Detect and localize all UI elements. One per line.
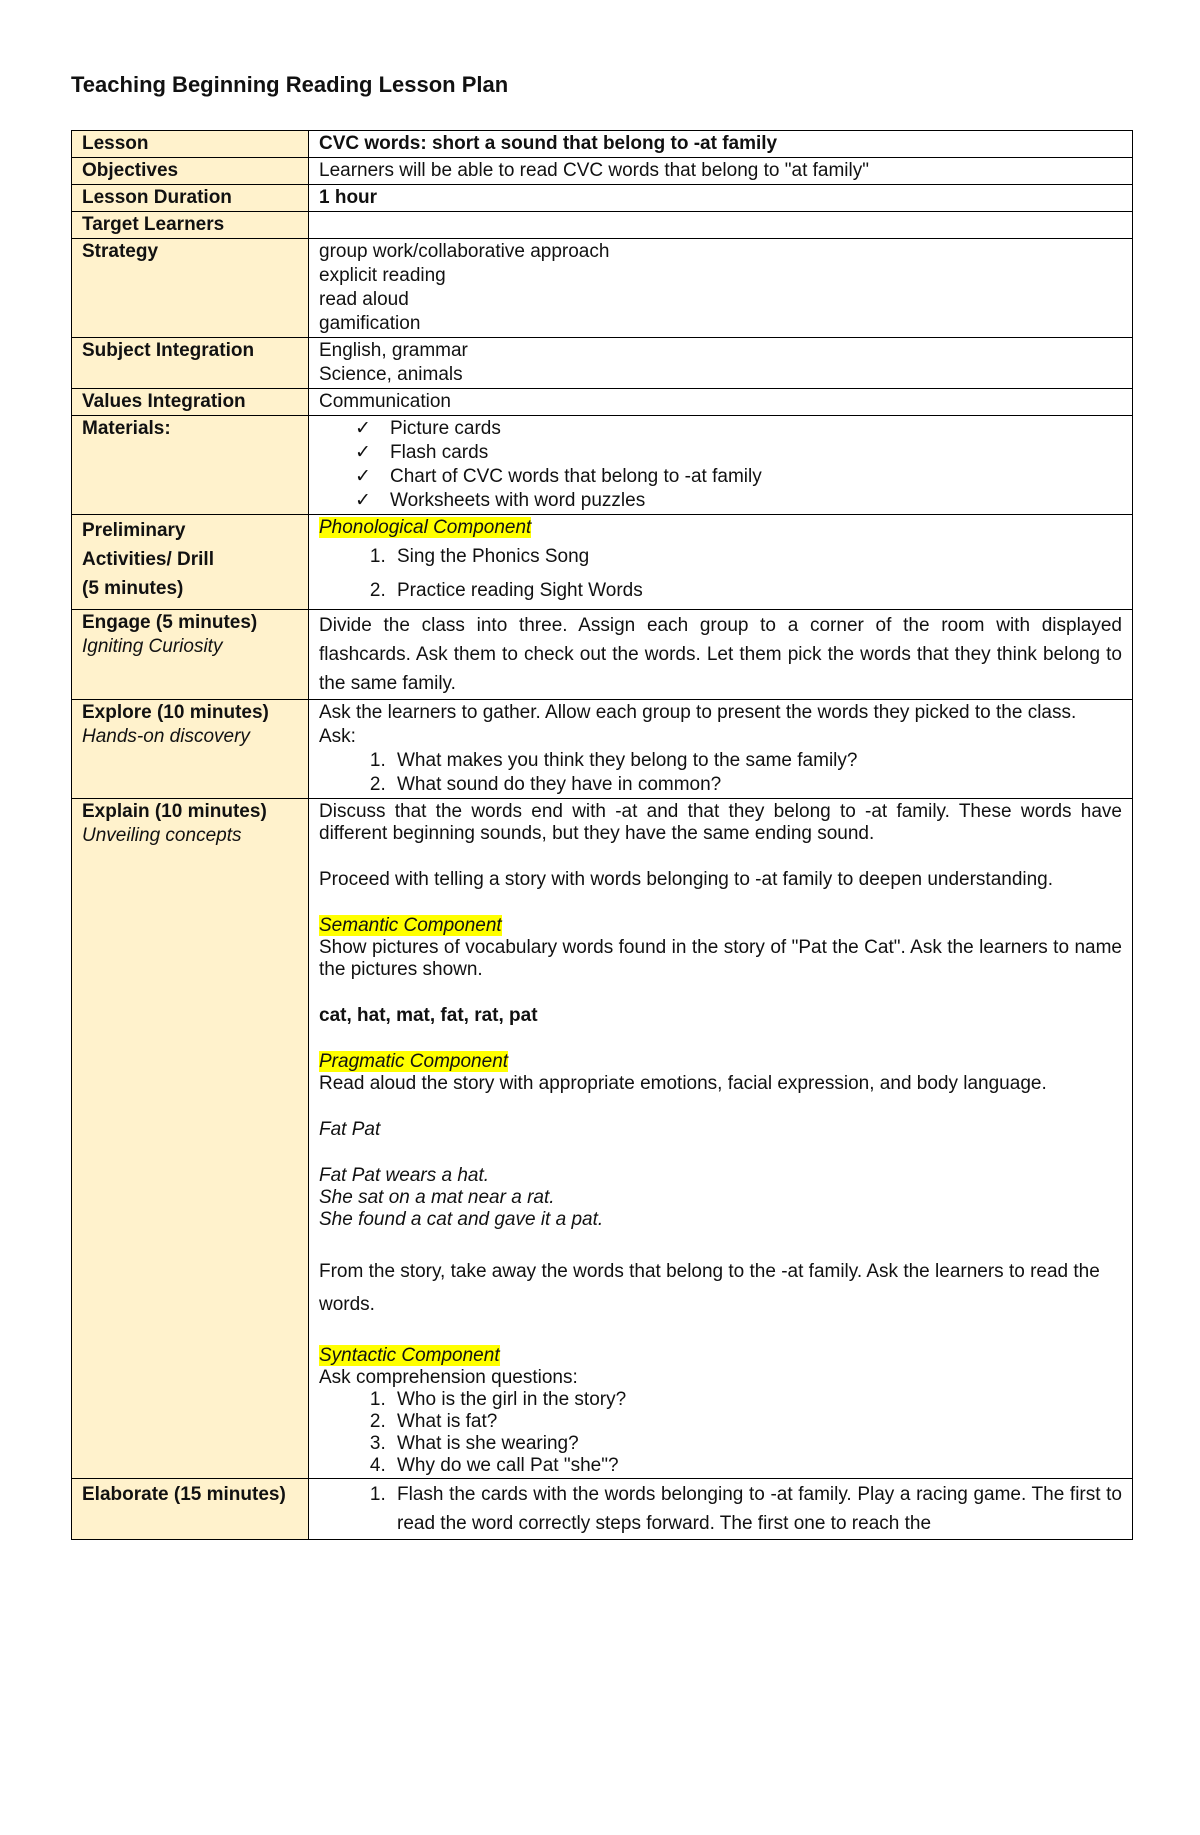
row-elaborate	[72, 1479, 1133, 1540]
list-item	[355, 441, 1122, 465]
subject-item: Science, animals	[319, 364, 463, 385]
row-explain	[72, 799, 1133, 1479]
questions-list	[319, 1389, 1122, 1477]
materials-item-label: Flash cards	[390, 442, 489, 463]
explain-paragraph: From the story, take away the words that belong to the -at family. Ask the learners to read the words.	[319, 1261, 1100, 1315]
subject-integration-label: Subject Integration	[72, 338, 309, 389]
phonological-component-label: Phonological Component	[319, 517, 532, 538]
explain-paragraph: Proceed with telling a story with words belonging to -at family to deepen understanding.	[319, 869, 1054, 890]
elaborate-label: Elaborate (15 minutes)	[72, 1479, 309, 1540]
pragmatic-component-label: Pragmatic Component	[319, 1051, 509, 1072]
row-preliminary	[72, 515, 1133, 610]
explain-title: Explain (10 minutes)	[82, 801, 267, 822]
preliminary-label	[72, 515, 309, 610]
checkmark-icon: ✓	[355, 418, 371, 439]
explore-subtitle: Hands-on discovery	[82, 726, 250, 747]
checkmark-icon: ✓	[355, 466, 371, 487]
explore-ask: Ask:	[319, 726, 356, 747]
preliminary-list	[319, 540, 1122, 608]
list-item	[355, 465, 1122, 489]
target-label: Target Learners	[72, 212, 309, 239]
duration-label: Lesson Duration	[72, 185, 309, 212]
list-item: 2. What sound do they have in common?	[391, 773, 1122, 797]
list-item: 4. Why do we call Pat "she"?	[391, 1455, 1122, 1477]
checkmark-icon: ✓	[355, 442, 371, 463]
materials-item-label: Chart of CVC words that belong to -at family	[390, 466, 762, 487]
explore-list	[319, 749, 1122, 797]
materials-label: Materials:	[72, 416, 309, 515]
list-item: 2. Practice reading Sight Words	[391, 574, 1122, 608]
syntactic-text: Ask comprehension questions:	[319, 1367, 578, 1388]
strategy-item: read aloud	[319, 289, 409, 310]
row-lesson	[72, 131, 1133, 158]
row-target-learners	[72, 212, 1133, 239]
lesson-label: Lesson	[72, 131, 309, 158]
values-integration-value: Communication	[309, 389, 1133, 416]
pragmatic-text: Read aloud the story with appropriate emotions, facial expression, and body language.	[319, 1073, 1047, 1094]
semantic-text: Show pictures of vocabulary words found in the story of "Pat the Cat". Ask the learners to name the pictures shown.	[319, 937, 1122, 980]
list-item	[355, 489, 1122, 513]
checkmark-icon: ✓	[355, 490, 371, 511]
row-strategy	[72, 239, 1133, 338]
list-item	[355, 417, 1122, 441]
row-values-integration	[72, 389, 1133, 416]
preliminary-label-line: Activities/ Drill	[82, 549, 214, 570]
duration-value: 1 hour	[309, 185, 1133, 212]
engage-label	[72, 610, 309, 700]
row-subject-integration	[72, 338, 1133, 389]
list-item: 1. What makes you think they belong to the same family?	[391, 749, 1122, 773]
explain-value	[309, 799, 1133, 1479]
explain-label	[72, 799, 309, 1479]
explain-paragraph: Discuss that the words end with -at and that they belong to -at family. These words have different beginning sounds, but they have the same ending sound.	[319, 801, 1122, 844]
materials-item-label: Worksheets with word puzzles	[390, 490, 646, 511]
row-engage	[72, 610, 1133, 700]
syntactic-component-label: Syntactic Component	[319, 1345, 500, 1366]
preliminary-label-line: Preliminary	[82, 520, 186, 541]
explain-subtitle: Unveiling concepts	[82, 825, 242, 846]
engage-subtitle: Igniting Curiosity	[82, 636, 223, 657]
strategy-item: group work/collaborative approach	[319, 241, 610, 262]
story-line: She sat on a mat near a rat.	[319, 1187, 555, 1208]
row-duration	[72, 185, 1133, 212]
strategy-label: Strategy	[72, 239, 309, 338]
list-item: 1. Flash the cards with the words belonging to -at family. Play a racing game. The first to read the word correctly steps forward. The first one to reach the	[391, 1480, 1122, 1538]
explore-label	[72, 700, 309, 799]
elaborate-list	[319, 1480, 1122, 1538]
subject-item: English, grammar	[319, 340, 468, 361]
story-line: She found a cat and gave it a pat.	[319, 1209, 604, 1230]
preliminary-value	[309, 515, 1133, 610]
preliminary-label-line: (5 minutes)	[82, 578, 184, 599]
lesson-value: CVC words: short a sound that belong to -at family	[309, 131, 1133, 158]
strategy-item: gamification	[319, 313, 421, 334]
explore-text: Ask the learners to gather. Allow each group to present the words they picked to the class.	[319, 702, 1077, 723]
vocab-words: cat, hat, mat, fat, rat, pat	[319, 1005, 538, 1026]
objectives-value: Learners will be able to read CVC words that belong to "at family"	[309, 158, 1133, 185]
strategy-value	[309, 239, 1133, 338]
strategy-item: explicit reading	[319, 265, 446, 286]
engage-title: Engage (5 minutes)	[82, 612, 258, 633]
explore-title: Explore (10 minutes)	[82, 702, 269, 723]
row-objectives	[72, 158, 1133, 185]
objectives-label: Objectives	[72, 158, 309, 185]
elaborate-value	[309, 1479, 1133, 1540]
row-materials	[72, 416, 1133, 515]
lesson-plan-table	[71, 130, 1133, 1540]
subject-integration-value	[309, 338, 1133, 389]
page-title: Teaching Beginning Reading Lesson Plan	[71, 72, 509, 97]
materials-value	[309, 416, 1133, 515]
semantic-component-label: Semantic Component	[319, 915, 502, 936]
engage-value: Divide the class into three. Assign each group to a corner of the room with displayed flashcards. Ask them to check out the words. Let them pick the words that they think belong to the same family.	[309, 610, 1133, 700]
values-integration-label: Values Integration	[72, 389, 309, 416]
list-item: 3. What is she wearing?	[391, 1433, 1122, 1455]
materials-list	[319, 417, 1122, 513]
story-line: Fat Pat wears a hat.	[319, 1165, 490, 1186]
story-title: Fat Pat	[319, 1119, 381, 1140]
materials-item-label: Picture cards	[390, 418, 501, 439]
explore-value	[309, 700, 1133, 799]
row-explore	[72, 700, 1133, 799]
list-item: 1. Sing the Phonics Song	[391, 540, 1122, 574]
list-item: 2. What is fat?	[391, 1411, 1122, 1433]
list-item: 1. Who is the girl in the story?	[391, 1389, 1122, 1411]
target-value	[309, 212, 1133, 239]
